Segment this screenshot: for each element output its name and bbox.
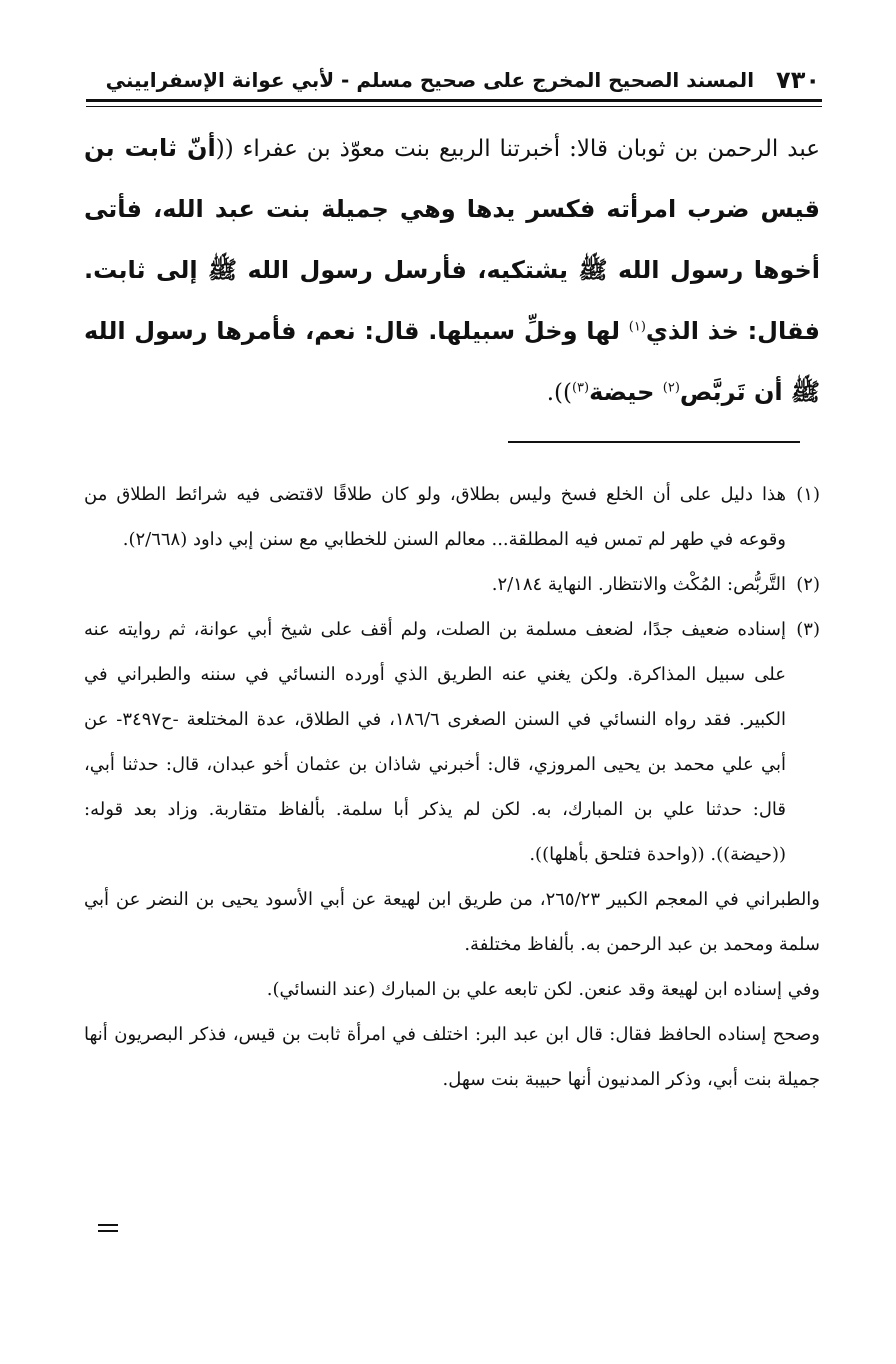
running-header [88,58,820,102]
footnote-ref-3: (٣) [571,380,590,396]
end-of-page-mark [98,1224,118,1236]
header-rule-thick [86,99,822,102]
footnote-1 [84,472,820,562]
footnote-3-hafiz: وصحح إسناده الحافظ فقال: قال ابن عبد البر: اختلف في امرأة ثابت بن قيس، فذكر البصريون أنها جميلة بنت أبي، وذكر المدنيون أنها حبيبة بنت سهل. [84,1024,820,1090]
footnote-3-text: إسناده ضعيف جدًا، لضعف مسلمة بن الصلت، ولم أقف على شيخ أبي عوانة، ثم روايته عنه على سبيل المذاكرة. ولكن يغني عنه الطريق الذي أورده النسائي في سننه والطبراني في الكبير. فقد رواه النسائي في السنن الصغرى ١٨٦/٦، في الطلاق، عدة المختلعة -ح٣٤٩٧- عن أبي علي محمد بن يحيى المروزي، قال: أخبرني شاذان بن عثمان أخو عبدان، قال: حدثنا أبي، قال: حدثنا علي بن المبارك، به. لكن لم يذكر أبا سلمة. بألفاظ متقاربة. وزاد بعد قوله: ((حيضة)). ((واحدة فتلحق بأهلها)). [84,619,786,865]
footnotes [84,472,820,1102]
main-text [84,118,820,423]
header-rule-thin [86,106,822,107]
footnote-1-number: (١) [796,484,820,505]
page-number: ٧٣٠ [776,66,820,94]
footnote-separator [508,441,800,443]
hadith-matn-part-3: حيضة [589,378,663,406]
footnote-ref-2: (٢) [662,380,680,396]
footnote-3 [84,607,820,877]
hadith-closing: )). [546,380,572,406]
footnote-1-text: هذا دليل على أن الخلع فسخ وليس بطلاق، ولو كان طلاقًا لاقتضى فيه شرائط الطلاق من وقوعه في طهر لم تمس فيه المطلقة... معالم السنن للخطابي مع سنن إبي داود (٢/٦٦٨). [84,484,786,550]
footnote-ref-1: (١) [628,319,646,335]
footnote-3-ibn-lahia: وفي إسناده ابن لهيعة وقد عنعن. لكن تابعه علي بن المبارك (عند النسائي). [266,979,820,1000]
footnote-2 [84,562,820,607]
footnote-2-number: (٢) [796,574,820,595]
hadith-matn-part-1: أنّ ثابت بن قيس ضرب امرأته فكسر يدها وهي جميلة بنت عبد الله، فأتى أخوها رسول الله ﷺ يشتكيه، فأرسل رسول الله ﷺ إلى ثابت. فقال: خذ الذي [84,134,821,345]
footnote-3-number: (٣) [796,619,820,640]
hadith-isnad: عبد الرحمن بن ثوبان قالا: أخبرتنا الربيع بنت معوّذ بن عفراء (( [215,136,820,162]
footnote-3-tabarani: والطبراني في المعجم الكبير ٢٦٥/٢٣، من طريق ابن لهيعة عن أبي الأسود يحيى بن النضر عن أبي سلمة ومحمد بن عبد الرحمن به. بألفاظ مختلفة. [84,889,820,955]
footnote-2-text: التَّربُّص: المُكْث والانتظار. النهاية ٢/١٨٤. [491,574,786,595]
running-title: المسند الصحيح المخرج على صحيح مسلم - لأبي عوانة الإسفراييني [105,68,755,92]
hadith-matn-part-2: لها وخلِّ سبيلها. قال: نعم، فأمرها رسول الله ﷺ أن تَربَّص [84,317,820,406]
